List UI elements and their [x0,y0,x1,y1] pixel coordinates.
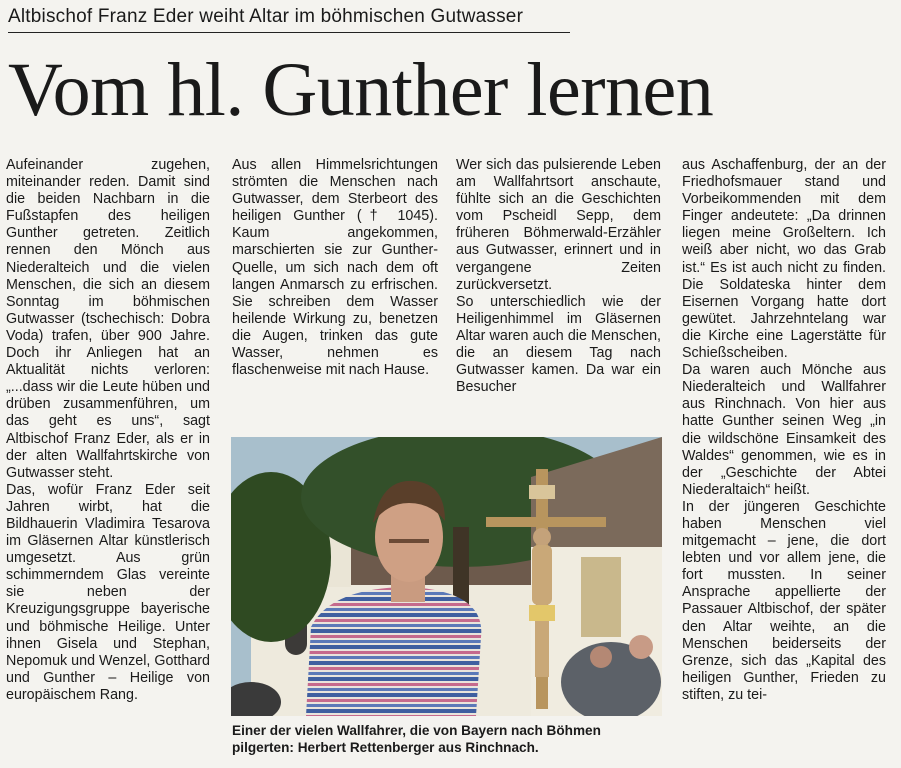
news-photo [231,437,662,716]
headline: Vom hl. Gunther lernen [8,48,714,132]
photo-caption [232,722,672,756]
paragraph: Aus allen Himmelsrichtungen strömten die Menschen nach Gutwasser, dem Sterbeort des heiligen Gunther († 1045). Kaum angekommen, marschierten sie zur Gunther-Quelle, um sich nach dem oft langen Anmarsch zu erfrischen. Sie schreiben dem Wasser heilende Wirkung zu, benetzen die Augen, trinken das gute Wasser, nehmen es flaschenweise mit nach Hause. [232,157,438,379]
paragraph: Aufeinander zugehen, miteinander reden. Damit sind die beiden Nachbarn in die Fußstapfen des heiligen Gunther getreten. Zeitlich rennen den Mönch aus Niederalteich und die vielen Menschen, die sich an diesem Sonntag im böhmischen Gutwasser (tschechisch: Dobra Voda) trafen, über 900 Jahre. Doch ihr Anliegen hat an Aktualität nichts verloren: „...dass wir die Leute hüben und drüben zusammenführen, um das geht es uns“, sagt Altbischof Franz Eder, als er in der alten Wallfahrtskirche von Gutwasser steht. [6,157,210,481]
paragraph: aus Aschaffenburg, der an der Friedhofsmauer stand und Vorbeikommenden mit dem Finger andeutete: „Da drinnen liegen meine Großeltern. Ich weiß aber nicht, wo das Grab ist.“ Es ist auch nicht zu finden. Die Soldateska hinter dem Eisernen Vorgang hatte dort gewütet. Jahrzehntelang war die Kirche eine Lagerstätte für Schießscheiben. [682,157,886,362]
paragraph: In der jüngeren Geschichte haben Menschen viel mitgemacht – jene, die dort lebten und vor allem jene, die fort mussten. In seiner Ansprache appellierte der Passauer Altbischof, der später den Altar weihte, an die Menschen beiderseits der Grenze, sich das „Kapital des heiligen Gunther, Frieden zu stiften, zu tei- [682,498,886,703]
paragraph: So unterschiedlich wie der Heiligenhimmel im Gläsernen Altar waren auch die Menschen, die an diesem Tag nach Gutwasser kamen. Da war ein Besucher [456,293,661,396]
kicker-rule [8,32,570,33]
article-column-1 [6,157,210,704]
paragraph: Das, wofür Franz Eder seit Jahren wirbt, hat die Bildhauerin Vladimira Tesarova im Gläsernen Altar künstlerisch umgesetzt. Aus grün schimmerndem Glas vereinte sie neben der Kreuzigungsgruppe bayerische und böhmische Heilige. Unter ihnen Gisela und Stephan, Nepomuk und Wenzel, Gotthard und Gunther – Heilige von europäischem Rang. [6,481,210,703]
article-column-2 [232,157,438,379]
kicker-line: Altbischof Franz Eder weiht Altar im böhmischen Gutwasser [8,6,524,27]
caption-line: Einer der vielen Wallfahrer, die von Bayern nach Böhmen [232,723,601,738]
article-column-4 [682,157,886,704]
article-column-3 [456,157,661,396]
paragraph: Da waren auch Mönche aus Niederalteich und Wallfahrer aus Rinchnach. Von hier aus hatte Gunther seinen Weg „in die wildschöne Einsamkeit des Waldes“ genommen, wie es in der „Geschichte der Abtei Niederaltaich“ heißt. [682,362,886,498]
caption-line: pilgerten: Herbert Rettenberger aus Rinchnach. [232,740,539,755]
paragraph: Wer sich das pulsierende Leben am Wallfahrtsort anschaute, fühlte sich an die Geschichten vom Pscheidl Sepp, dem früheren Böhmerwald-Erzähler aus Gutwasser, erinnert und in vergangene Zeiten zurückversetzt. [456,157,661,293]
